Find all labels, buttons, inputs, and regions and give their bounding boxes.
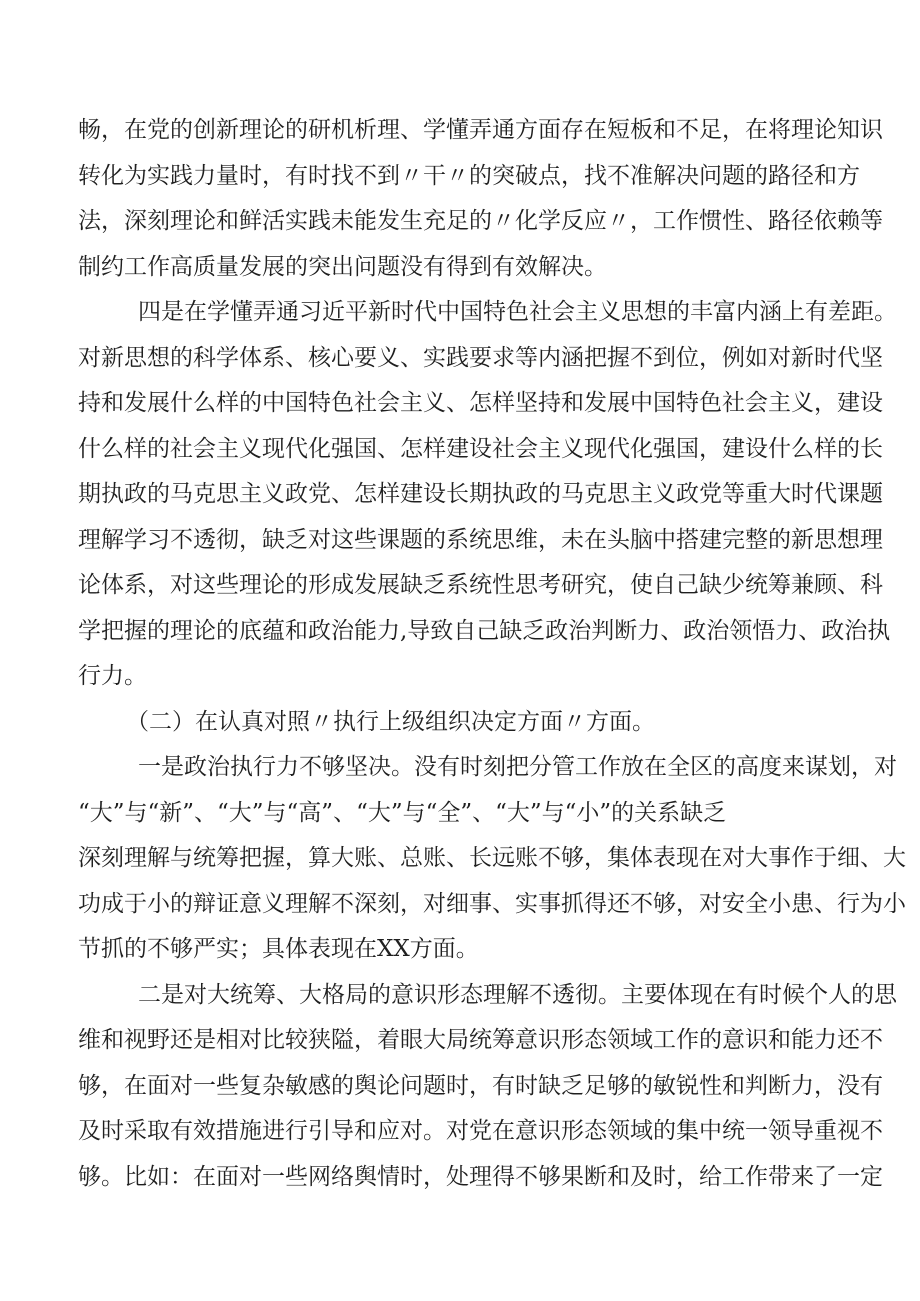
text-line: 论体系，对这些理论的形成发展缺乏系统性思考研究，使自己缺少统筹兼顾、科: [78, 572, 883, 598]
text-line: 节抓的不够严实；具体表现在XX方面。: [78, 936, 479, 962]
paragraph-start-line: 二是对大统筹、大格局的意识形态理解不透彻。主要体现在有时候个人的思: [138, 981, 897, 1008]
text-line: 理解学习不透彻，缺乏对这些课题的系统思维，未在头脑中搭建完整的新思想理: [78, 526, 883, 553]
text-line: 持和发展什么样的中国特色社会主义、怎样坚持和发展中国特色社会主义，建设: [78, 390, 883, 416]
paragraph-start-line: 一是政治执行力不够坚决。没有时刻把分管工作放在全区的高度来谋划，对: [138, 754, 897, 780]
text-line: 畅，在党的创新理论的研机析理、学懂弄通方面存在短板和不足，在将理论知识: [78, 117, 883, 143]
text-line: 对新思想的科学体系、核心要义、实践要求等内涵把握不到位，例如对新时代坚: [78, 344, 883, 371]
text-line: 转化为实践力量时，有时找不到〃干〃的突破点，找不准解决问题的路径和方: [78, 162, 860, 189]
text-line: 期执政的马克思主义政党、怎样建设长期执政的马克思主义政党等重大时代课题: [78, 481, 883, 507]
text-line: 学把握的理论的底蕴和政治能力,导致自己缺乏政治判断力、政治领悟力、政治执: [78, 617, 891, 644]
section-heading: （二）在认真对照〃执行上级组织决定方面〃方面。: [126, 708, 655, 735]
text-line: 深刻理解与统筹把握，算大账、总账、长远账不够，集体表现在对大事作于细、大: [78, 845, 906, 871]
text-line: 行力。: [78, 663, 147, 689]
paragraph-start-line: 四是在学懂弄通习近平新时代中国特色社会主义思想的丰富内涵上有差距。: [138, 299, 897, 325]
text-line: 及时采取有效措施进行引导和应对。对党在意识形态领域的集中统一领导重视不: [78, 1118, 883, 1144]
text-line: 够。比如：在面对一些网络舆情时，处理得不够果断和及时，给工作带来了一定: [78, 1163, 883, 1190]
text-line: 功成于小的辩证意义理解不深刻，对细事、实事抓得还不够，对安全小患、行为小: [78, 890, 906, 917]
text-line: “大”与“新”、“大”与“高”、“大”与“全”、“大”与“小”的关系缺乏: [78, 799, 727, 826]
text-line: 法，深刻理论和鲜活实践未能发生充足的〃化学反应〃，工作惯性、路径依赖等: [78, 208, 883, 234]
text-line: 够，在面对一些复杂敏感的舆论问题时，有时缺乏足够的敏锐性和判断力，没有: [78, 1072, 883, 1099]
text-line: 制约工作高质量发展的突出问题没有得到有效解决。: [78, 253, 607, 280]
document-body: [78, 108, 906, 1200]
text-line: 维和视野还是相对比较狭隘，着眼大局统筹意识形态领域工作的意识和能力还不: [78, 1027, 883, 1053]
text-line: 什么样的社会主义现代化强国、怎样建设社会主义现代化强国，建设什么样的长: [78, 435, 883, 462]
